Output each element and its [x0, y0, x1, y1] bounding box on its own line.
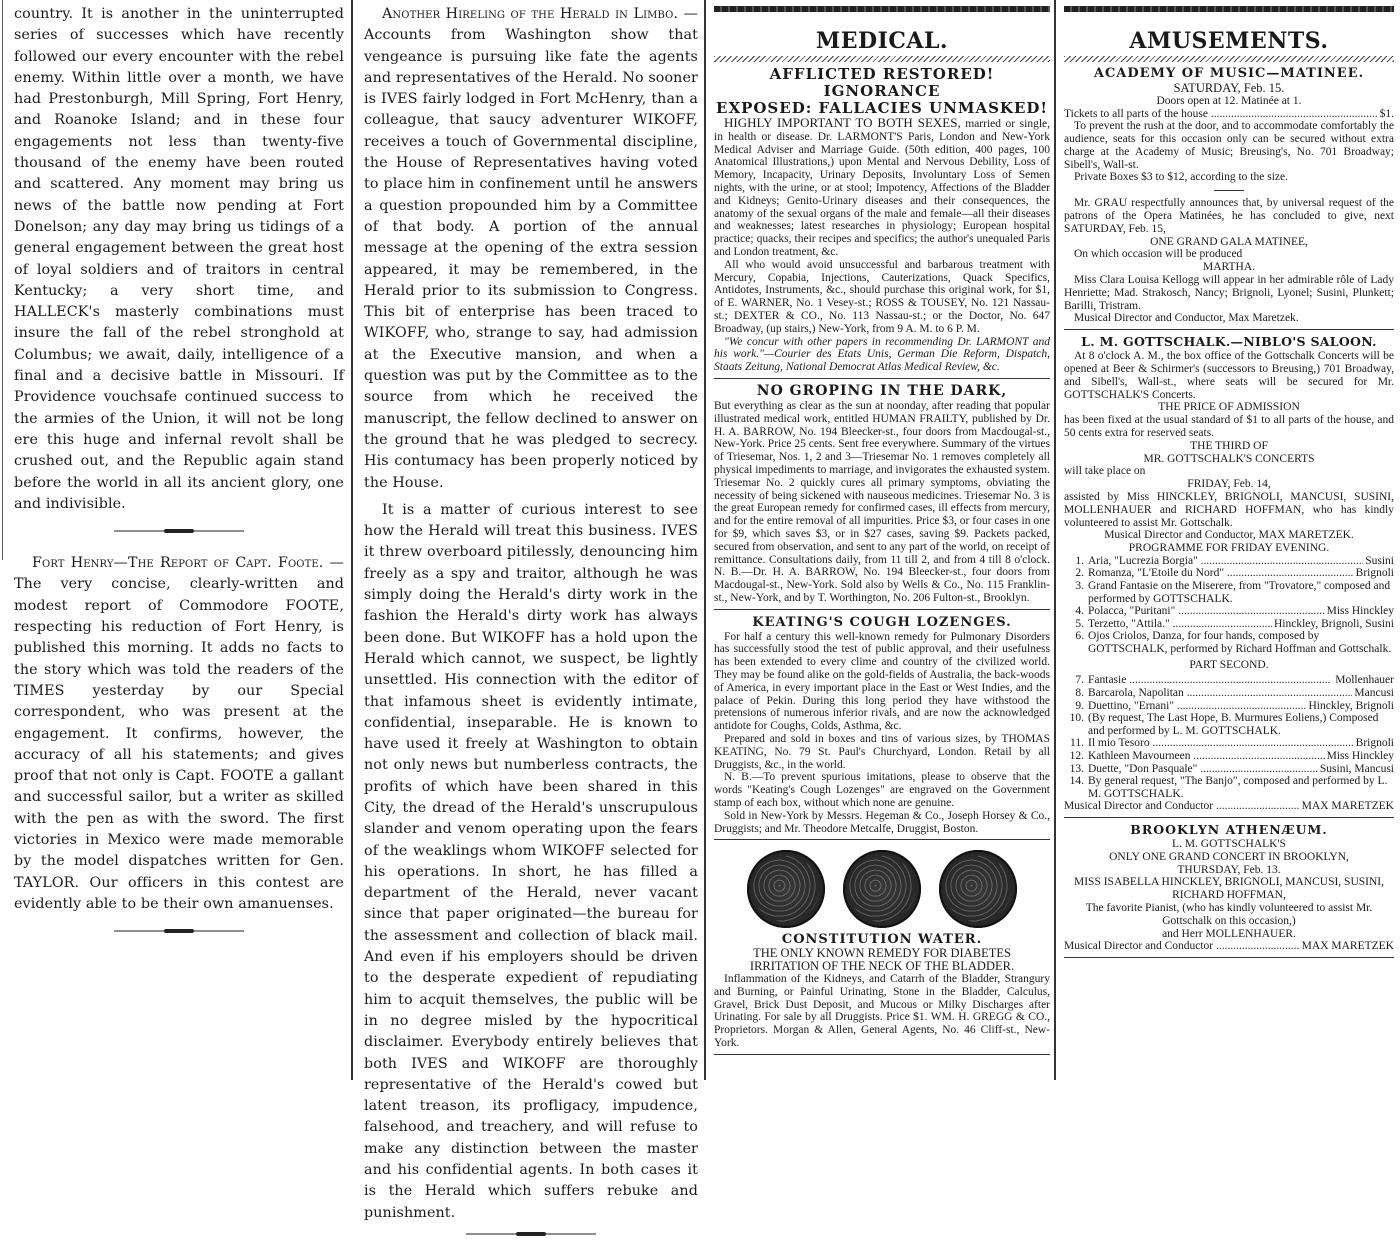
ad-divider: [714, 378, 1050, 379]
ad-gottschalk-niblo: [1064, 334, 1394, 813]
article: [364, 4, 698, 494]
ad-body: To prevent the rush at the door, and to accommodate comfortably the audience, seats for this occasion only can be secured without extra charge at the Academy of Music; Breusing's, No. 701 Broadway; Sibell's, Wall-st.: [1064, 120, 1394, 171]
conductor-row: Musical Director and Conductor ..... MAX MARETZEK: [1064, 940, 1394, 953]
coin-icon: [747, 850, 825, 928]
gala-heading: ONE GRAND GALA MATINEE,: [1150, 235, 1308, 248]
ad-body: Mr. GRAU respectfully announces that, by universal request of the patrons of the Opera Matinées, he has concluded to give, next SATURDAY, Feb. 15,: [1064, 197, 1394, 235]
separator-rule: [114, 929, 244, 933]
ad-subheadline: IRRITATION OF THE NECK OF THE BLADDER.: [749, 959, 1015, 974]
ad-line: The favorite Pianist, (who has kindly volunteered to assist Mr. Gottschalk on this occasion,): [1085, 901, 1373, 927]
column-rule: [2, 0, 3, 560]
ad-headline: CONSTITUTION WATER.: [781, 932, 983, 948]
programme-part-heading: PART SECOND.: [1189, 658, 1269, 671]
ad-body: has been fixed at the usual standard of $1 to all parts of the house, and 50 cents extra for reserved seats.: [1064, 414, 1394, 439]
ad-no-groping: [714, 383, 1050, 605]
ad-body: For half a century this well-known remedy for Pulmonary Disorders has successfully stood the test of public approval, and their usefulness has been extended to every clime and country of the civilized world. They may be found alike on the gold-fields of Australia, the back-woods of America, in every important place in the East or West Indies, and the palace of Pekin. During this long period they have withstood the pretensions of numerous inferior rivals, and are now the acknowledged antidote for Coughs, Colds, Asthma, &c.: [714, 630, 1050, 733]
ad-line: MISS ISABELLA HINCKLEY, BRIGNOLI, MANCUSI, SUSINI,: [1074, 876, 1384, 889]
article-heading: Fort Henry—The Report of Capt. Foote.: [32, 555, 324, 572]
ad-constitution-water: [714, 850, 1050, 1049]
programme-item: 2. Romanza, "L'Etoile du Nord" ..... Brignoli: [1064, 567, 1394, 580]
ad-subheadline: THE ONLY KNOWN REMEDY FOR DIABETES: [753, 946, 1011, 961]
ad-headline: L. M. GOTTSCHALK.—NIBLO'S SALOON.: [1081, 334, 1377, 350]
ad-body: Miss Clara Louisa Kellogg will appear in her admirable rôle of Lady Henriette; Mad. Strakosch, Nancy; Brignoli, Lyonel; Susini, Plunkett; Barilli, Tristram.: [1064, 273, 1394, 312]
ad-divider: [714, 1054, 1050, 1055]
programme-item: 4. Polacca, "Puritani" ..... Miss Hinckley: [1064, 605, 1394, 618]
opera-title: MARTHA.: [1202, 261, 1256, 274]
ad-line: L. M. GOTTSCHALK'S: [1172, 837, 1286, 850]
programme-heading: PROGRAMME FOR FRIDAY EVENING.: [1128, 542, 1330, 555]
ad-academy-matinee: [1064, 66, 1394, 325]
wavy-rule: [714, 56, 1050, 62]
programme-item: 5. Terzetto, "Attila." ..... Hinckley, Brignoli, Susini: [1064, 618, 1394, 631]
column-4-amusements: [1064, 6, 1394, 962]
ad-headline: ACADEMY OF MUSIC—MATINEE.: [1093, 66, 1365, 81]
programme-item: 1. Aria, "Lucrezia Borgia" ..... Susini: [1064, 555, 1394, 568]
ad-conductor: Musical Director and Conductor, Max Maretzek.: [1074, 312, 1299, 325]
top-rule: [1064, 6, 1394, 12]
ad-headline: NO GROPING IN THE DARK,: [756, 382, 1008, 399]
programme-item: 12. Kathleen Mavourneen ..... Miss Hinckley: [1064, 750, 1394, 763]
ad-line: RICHARD HOFFMAN,: [1172, 889, 1286, 902]
separator-rule: [114, 529, 244, 533]
column-rule: [351, 0, 353, 1080]
ad-body: will take place on: [1064, 465, 1146, 478]
section-title: MEDICAL.: [815, 28, 949, 54]
top-rule: [714, 6, 1050, 12]
event-date: FRIDAY, Feb. 14,: [1187, 478, 1271, 491]
ad-body: But everything as clear as the sun at noonday, after reading that popular illustrated medical work, entitled HUMAN FRAILTY, published by Dr. H. A. BARROW, No. 194 Bleecker-st., four doors from Macdougal-st., New-York. Price 25 cents. Sent free everywhere. Summary of the virtues of Triesemar, Nos. 1, 2 and 3—Triesemar No. 1 removes completely all physical impediments to marriage, and invigorates the exhausted system. Triesemar No. 2 quickly cures all primary symptoms, obviating the necessity of being sickened with nauseous medicines. Triesemar No. 3 is the great European remedy for confirmed cases, ill effects from mercury, and for the entire removal of all impurities. Price $3, or four cases in one for $9, which saves $3, or in $27 cases, saving $9. Packets packed, secured from observation, and sent to any part of the world, on receipt of remittance. Consultations daily, from 11 till 2, and from 4 till 8 o'clock. N. B.—Dr. H. A. BARROW, No. 194 Bleecker-st., four doors from Macdougal-st., New-York. Sold also by Wells & Co., No. 115 Franklin-st., New-York, and by T. Worthington, No. 206 Fulton-st., Brooklyn.: [714, 399, 1050, 604]
ad-divider: [714, 839, 1050, 840]
programme-item: 10. (By request, The Last Hope, B. Murmures Eoliens,) Composed and performed by L. M. GOTTSCHALK.: [1069, 712, 1379, 737]
wavy-rule: [1064, 56, 1394, 62]
programme-part-2: [1064, 674, 1394, 800]
ad-lead: HIGHLY IMPORTANT TO BOTH SEXES,: [724, 115, 961, 130]
ad-body: At 8 o'clock A. M., the box office of the Gottschalk Concerts will be opened at Beer & Schirmer's (successors to Breusing,) 701 Broadway, and Sibell's, Wall-st., where seats will be secured for Mr. GOTTSCHALK'S Concerts.: [1064, 350, 1394, 401]
ad-body: All who would avoid unsuccessful and barbarous treatment with Mercury, Copabia, Injections, Cauterizations, Quack Specifics, Antidotes, Instruments, &c., should purchase this original work, for $1, of E. WARNER, No. 1 Vesey-st.; ROSS & TOUSEY, No. 121 Nassau-st.; DEXTER & CO., No. 113 Nassau-st.; or the Doctor, No. 647 Broadway, (up stairs,) New-York, from 9 A. M. to 6 P. M.: [714, 258, 1050, 335]
event-doors: Doors open at 12. Matinée at 1.: [1156, 94, 1302, 107]
ad-divider: [1064, 817, 1394, 818]
separator-rule: [466, 1232, 596, 1236]
article-paragraph: country. It is another in the uninterrupted series of successes which have recently followed our every encounter with the rebel enemy. Within little over a month, we have had Prestonburgh, Mill Spring, Fort Henry, and Roanoke Island; and in these four engagements not less than twenty-five thousand of the enemy have been routed and scattered. Any moment may bring us news of the battle now pending at Fort Donelson; any day may bring us tidings of a general engagement between the great host of loyal soldiers and of traitors in central Kentucky; a very short time, and HALLECK's masterly combinations must insure the fall of the rebel stronghold at Columbus; we await, daily, intelligence of a final and a decisive battle in Missouri. If Providence vouchsafe continued success to the armies of the Union, it will not be long ere this huge and infernal revolt shall be crushed out, and the Republic again stand before the world in all its ancient glory, one and indivisible.: [14, 6, 344, 512]
ad-body: On which occasion will be produced: [1074, 248, 1243, 261]
concert-heading: THE THIRD OF: [1190, 439, 1268, 452]
column-rule: [704, 0, 706, 1080]
programme-item: 9. Duettino, "Ernani" ..... Hinckley, Brignoli: [1064, 700, 1394, 713]
ad-divider: [714, 609, 1050, 610]
ad-body: "We concur with other papers in recommending Dr. LARMONT and his work."—Courier des Etats Unis, German Die Reform, Dispatch, Staats Zeitung, National Democrat Atlas Medical Review, &c.: [714, 335, 1050, 374]
programme-item: 7. Fantasie ..... Mollenhauer: [1064, 674, 1394, 687]
ad-conductor: Musical Director and Conductor, MAX MARETZEK.: [1104, 529, 1354, 542]
coin-illustrations: [714, 850, 1050, 928]
programme-item: 8. Barcarola, Napolitan ..... Mancusi: [1064, 687, 1394, 700]
programme-item: 3. Grand Fantasie on the Miserere, from "Trovatore," composed and performed by GOTTSCHALK.: [1075, 580, 1391, 605]
article-heading: Another Hireling of the Herald in Limbo.: [382, 6, 679, 22]
ad-line: and Herr MOLLENHAUER.: [1162, 927, 1296, 940]
ad-larmont: [714, 66, 1050, 374]
programme-item: 13. Duette, "Don Pasquale" ..... Susini, Mancusi: [1064, 763, 1394, 776]
column-1: [14, 4, 344, 953]
event-date: THURSDAY, Feb. 13.: [1177, 863, 1281, 876]
ad-body: HIGHLY IMPORTANT TO BOTH SEXES, married or single, in health or disease. Dr. LARMONT'S Paris, London and New-York Medical Adviser and Marriage Guide. (50th edition, 400 pages, 100 Anatomical Illustrations,) upon Mental and Nervous Debility, Loss of Memory, Incapacity, Urinary Deposits, Involuntary Loss of Semen nights, with the urine, or at stool; Impotency, Affections of the Bladder and Kidneys; Genito-Urinary diseases and their consequences, the anatomy of the sexual organs of the male and female—all their diseases and weaknesses; latest researches in physiology; European hospital practice; quacks, their recipes and specifics; the author's unequaled Paris and London treatment, &c.: [714, 115, 1051, 258]
ad-headline: BROOKLYN ATHENÆUM.: [1130, 821, 1328, 837]
ad-body: Sold in New-York by Messrs. Hegeman & Co., Joseph Horsey & Co., Druggists; and Mr. Theodore Metcalfe, Druggist, Boston.: [714, 809, 1050, 835]
article-paragraph: It is a matter of curious interest to see how the Herald will treat this business. IVES it threw overboard pitilessly, denouncing him freely as a spy and traitor, although he was simply doing the Herald's dirty work in the fashion the Herald's dirty work has always been done. But WIKOFF has a hold upon the Herald which cannot, we suspect, be lightly unsettled. His connection with the editor of that infamous sheet is evidently intimate, confidential, inseparable. He is known to have used it freely at Washington to obtain not only news but numberless contracts, the profits of which have been shared in this City, the dread of the Herald's unscrupulous slander and venom operating upon the fears of the weaklings whom WIKOFF selected for his operations. In short, he has filled a department of the Herald, never vacant since that paper originated—the bureau for the assessment and collection of black mail. And even if his employers should be driven to the desperate expedient of repudiating him to acquit themselves, the public will be in no degree misled by the hypocritical disclaimer. Everybody entirely believes that both IVES and WIKOFF are thoroughly representative of the Herald's cowed but latent treason, its profligacy, impudence, falsehood, and treachery, and will refuse to make any distinction between the master and his confidential agents. In both cases it is the Herald which suffers rebuke and punishment.: [364, 501, 698, 1221]
programme-part-1: [1064, 555, 1394, 656]
column-rule: [1054, 0, 1056, 1080]
ad-body: assisted by Miss HINCKLEY, BRIGNOLI, MANCUSI, SUSINI, MOLLENHAUER and RICHARD HOFFMAN, who has kindly volunteered to assist Mr. Gottschalk.: [1064, 490, 1394, 529]
programme-item: 6. Ojos Criolos, Danza, for four hands, composed by GOTTSCHALK, performed by Richard Hoffman and Gottschalk.: [1075, 630, 1392, 656]
coin-icon: [939, 850, 1017, 928]
conductor-row: Musical Director and Conductor ..... MAX MARETZEK: [1064, 800, 1394, 813]
ad-headline: KEATING'S COUGH LOZENGES.: [752, 614, 1012, 630]
column-2: [364, 4, 698, 1256]
programme-item: 14. By general request, "The Banjo", composed and performed by L. M. GOTTSCHALK.: [1069, 775, 1388, 800]
coin-icon: [843, 850, 921, 928]
ad-headline: EXPOSED: FALLACIES UNMASKED!: [716, 99, 1048, 117]
column-3-medical: [714, 6, 1050, 1059]
ticket-price-row: Tickets to all parts of the house ..... $1.: [1064, 108, 1394, 121]
article-paragraph: —Accounts from Washington show that vengeance is pursuing like fate the agents and representatives of the Herald. No sooner is IVES fairly lodged in Fort McHenry, than a colleague, that saucy adventurer WIKOFF, receives a touch of Governmental discipline, the House of Representatives having voted to place him in confinement until he answers a question propounded him by a Committee of that body. A portion of the annual message at the opening of the extra session appeared, it may be remembered, in the Herald prior to its submission to Congress. This bit of enterprise has been traced to WIKOFF, who, strange to say, had admission at the Executive mansion, and when a question was put by the Committee as to the source from which he received the manuscript, the fellow declined to answer on the ground that he was pledged to secrecy. His contumacy has been properly noticed by the House.: [364, 6, 698, 491]
ad-body: N. B.—To prevent spurious imitations, please to observe that the words "Keating's Cough Lozenges" are engraved on the Government stamp of each box, without which none are genuine.: [714, 771, 1050, 810]
short-rule: [1214, 190, 1244, 191]
article-paragraph: —The very concise, clearly-written and modest report of Commodore FOOTE, respecting his reduction of Fort Henry, is published this morning. It adds no facts to the story which was told the readers of the TIMES yesterday by our Special correspondent, who was present at the engagement. It confirms, however, the accuracy of all his statements; and gives proof that not only is Capt. FOOTE a gallant and successful sailor, but a writer as skilled with the pen as with the sword. The first victories in Mexico were made memorable by the model dispatches written for Gen. TAYLOR. Our officers in this contest are evidently able to be their own amanuenses.: [14, 555, 344, 912]
ad-divider: [1064, 957, 1394, 958]
section-title: AMUSEMENTS.: [1129, 28, 1329, 54]
ad-body: Prepared and sold in boxes and tins of various sizes, by THOMAS KEATING, No. 79 St. Paul's Churchyard, London. Retail by all Druggists, &c., in the world.: [714, 733, 1050, 771]
article-2: [14, 553, 344, 915]
ad-body: Inflammation of the Kidneys, and Catarrh of the Bladder, Strangury and Burning, or Painful Urinating, Stone in the Bladder, Calculus, Gravel, Brick Dust Deposit, and Mucous or Milky Discharges after Urinating. For sale by all Druggists. Price $1. WM. H. GREGG & CO., Proprietors. Morgan & Allen, General Agents, No. 46 Cliff-st., New-York.: [714, 973, 1050, 1050]
ad-line: ONLY ONE GRAND CONCERT IN BROOKLYN,: [1109, 850, 1349, 863]
concert-heading: MR. GOTTSCHALK'S CONCERTS: [1143, 452, 1315, 465]
programme-item: 11. Il mio Tesoro ..... Brignoli: [1064, 737, 1394, 750]
ad-headline: AFFLICTED RESTORED! IGNORANCE: [769, 65, 995, 100]
ad-divider: [1064, 329, 1394, 330]
ad-brooklyn-athenaeum: [1064, 822, 1394, 953]
event-date: SATURDAY, Feb. 15.: [1173, 81, 1285, 95]
ad-keating: [714, 614, 1050, 836]
price-heading: THE PRICE OF ADMISSION: [1158, 401, 1300, 414]
ad-body: Private Boxes $3 to $12, according to the size.: [1074, 171, 1288, 184]
